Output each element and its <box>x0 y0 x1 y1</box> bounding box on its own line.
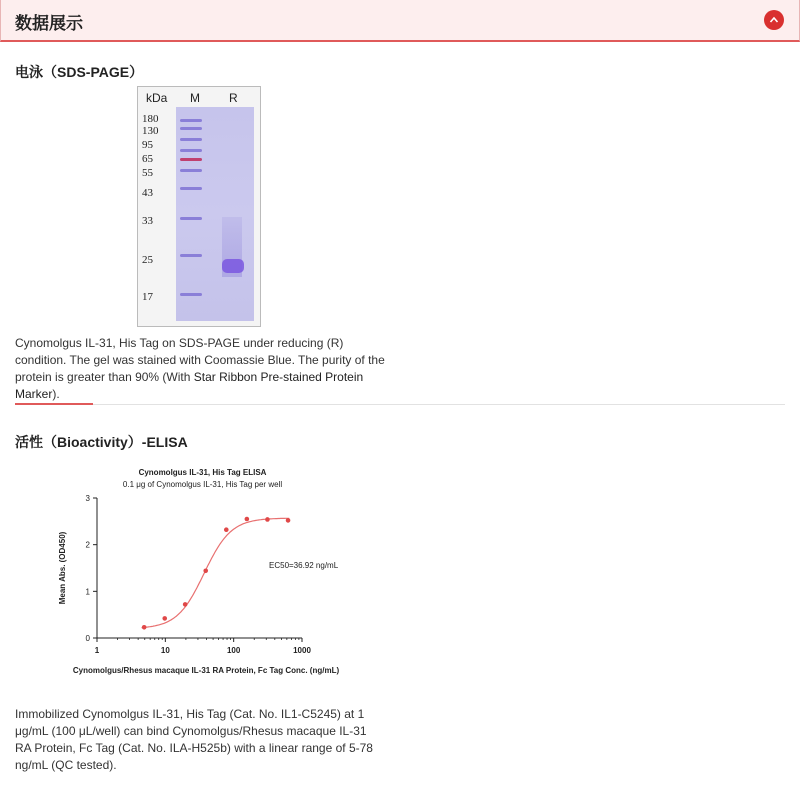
data-point <box>286 518 291 523</box>
y-axis-label: Mean Abs. (OD450) <box>58 531 67 605</box>
gel-band <box>180 149 202 152</box>
gel-band <box>180 187 202 190</box>
data-point <box>183 602 188 607</box>
gel-marker-label: 55 <box>142 167 153 179</box>
gel-marker-label: 25 <box>142 254 153 266</box>
gel-marker-label: 43 <box>142 187 153 199</box>
gel-marker-label: 130 <box>142 125 159 137</box>
gel-unit-label: kDa <box>146 91 168 105</box>
sds-page-gel-image <box>137 86 261 327</box>
elisa-title: 活性（Bioactivity）-ELISA <box>15 434 188 450</box>
data-point <box>265 517 270 522</box>
gel-lane-m: M <box>190 91 200 105</box>
data-point <box>203 569 208 574</box>
gel-band <box>180 169 202 172</box>
section-header-title: 数据展示 <box>15 14 83 33</box>
sds-page-title: 电泳（SDS-PAGE） <box>15 64 144 80</box>
gel-marker-label: 65 <box>142 153 153 165</box>
data-point <box>162 616 167 621</box>
gel-band <box>180 254 202 257</box>
gel-band <box>180 158 202 161</box>
gel-marker-label: 33 <box>142 215 153 227</box>
gel-band-sample <box>222 259 244 273</box>
gel-band <box>180 217 202 220</box>
x-tick-label: 10 <box>160 646 170 655</box>
marker-link[interactable]: Star Ribbon Pre-stained Protein Marker <box>15 370 364 401</box>
x-axis-label: Cynomolgus/Rhesus macaque IL-31 RA Protein, Fc Tag Conc. (ng/mL) <box>72 666 340 675</box>
elisa-caption: Immobilized Cynomolgus IL-31, His Tag (Cat. No. IL1-C5245) at 1 μg/mL (100 μL/well) can bind Cynomolgus/Rhesus macaque IL-31 RA Protein, Fc Tag (Cat. No. ILA-H525b) with a linear range of 5-78 ng/mL (QC tested). <box>15 707 373 772</box>
ec50-annotation: EC50=36.92 ng/mL <box>269 561 339 570</box>
sds-page-caption <box>15 335 385 403</box>
chevron-up-icon <box>769 15 779 25</box>
gel-lane-r: R <box>229 91 238 105</box>
section-header <box>0 0 800 42</box>
x-tick-label: 100 <box>226 646 241 655</box>
section-divider <box>15 404 785 405</box>
sds-caption-text: Cynomolgus IL-31, His Tag on SDS-PAGE under reducing (R) condition. The gel was stained with Coomassie Blue. The purity of the protein is greater than 90% (With <box>15 336 385 384</box>
chart-subtitle: 0.1 μg of Cynomolgus IL-31, His Tag per well <box>122 480 283 489</box>
sds-caption-end: ). <box>52 387 60 401</box>
gel-body <box>176 107 254 321</box>
elisa-chart <box>40 490 380 680</box>
gel-band <box>180 119 202 122</box>
chart-title: Cynomolgus IL-31, His Tag ELISA <box>138 468 267 477</box>
data-point <box>142 625 147 630</box>
gel-marker-label: 17 <box>142 291 153 303</box>
gel-marker-label: 180 <box>142 113 159 125</box>
gel-marker-label: 95 <box>142 139 153 151</box>
gel-band <box>180 138 202 141</box>
section-divider-accent <box>15 403 93 405</box>
gel-band <box>180 127 202 130</box>
collapse-button[interactable] <box>764 10 784 30</box>
fit-curve <box>142 518 290 627</box>
y-tick-label: 0 <box>85 634 90 643</box>
y-tick-label: 3 <box>85 494 90 503</box>
gel-band <box>180 293 202 296</box>
y-tick-label: 1 <box>85 587 90 597</box>
x-tick-label: 1 <box>94 646 100 655</box>
data-point <box>245 517 250 522</box>
data-point <box>224 527 229 532</box>
x-tick-label: 1000 <box>293 646 311 655</box>
y-tick-label: 2 <box>85 540 90 550</box>
